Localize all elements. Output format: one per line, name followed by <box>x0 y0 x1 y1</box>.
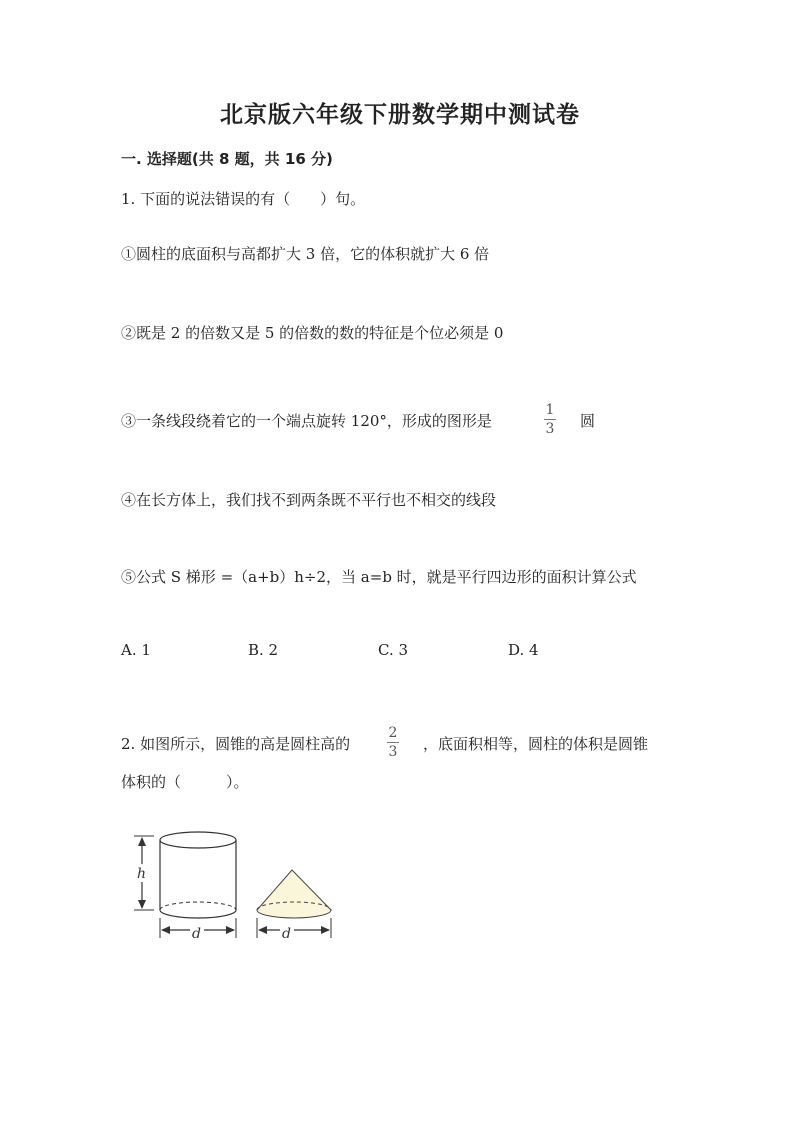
height-arrow-down <box>138 900 146 909</box>
height-label: h <box>137 866 147 882</box>
page-title: 北京版六年级下册数学期中测试卷 <box>220 102 580 128</box>
section-heading-choice: 一. 选择题(共 8 题，共 16 分) <box>121 150 333 168</box>
option-a[interactable]: A. 1 <box>121 641 151 659</box>
cone-diameter-label: d <box>282 926 291 942</box>
statement-3-text: ③一条线段绕着它的一个端点旋转 120°，形成的图形是 <box>121 412 492 430</box>
question-1-statement-4: ④在长方体上，我们找不到两条既不平行也不相交的线段 <box>121 491 497 509</box>
cylinder-diameter-label: d <box>192 926 201 942</box>
fraction-bar <box>387 742 399 743</box>
cylinder-top <box>160 832 236 848</box>
question-2-stem-continued: ，底面积相等，圆柱的体积是圆锥 <box>423 735 649 753</box>
cone-d-arrow-right <box>321 926 330 934</box>
cylinder-body <box>160 840 236 918</box>
question-2-stem: 2. 如图所示，圆锥的高是圆柱高的 <box>121 735 351 753</box>
question-1-statement-3 <box>121 410 492 431</box>
cyl-d-arrow-left <box>161 926 170 934</box>
cyl-d-arrow-right <box>226 926 235 934</box>
cylinder-cone-figure <box>128 826 338 946</box>
question-1-statement-2: ②既是 2 的倍数又是 5 的倍数的数的特征是个位必须是 0 <box>121 324 504 342</box>
fraction-denominator: 3 <box>388 744 398 760</box>
option-c[interactable]: C. 3 <box>378 641 409 659</box>
fraction-numerator: 2 <box>388 725 398 741</box>
fraction-two-thirds <box>385 726 401 759</box>
option-b[interactable]: B. 2 <box>248 641 279 659</box>
fraction-one-third <box>542 403 558 436</box>
fraction-denominator: 3 <box>545 421 555 437</box>
cylinder-base-hidden <box>160 902 236 910</box>
statement-3-suffix: 圆 <box>580 412 596 430</box>
fraction-bar <box>544 419 556 420</box>
question-1-stem: 1. 下面的说法错误的有（ ）句。 <box>121 190 366 208</box>
fraction-numerator: 1 <box>545 402 555 418</box>
cone-d-arrow-left <box>258 926 267 934</box>
option-d[interactable]: D. 4 <box>508 641 539 659</box>
height-arrow-up <box>138 837 146 846</box>
question-2-stem-line-2: 体积的（ ）。 <box>121 773 249 791</box>
question-1-statement-1: ①圆柱的底面积与高都扩大 3 倍，它的体积就扩大 6 倍 <box>121 245 490 263</box>
question-1-statement-5: ⑤公式 S 梯形 =（a+b）h÷2，当 a=b 时，就是平行四边形的面积计算公式 <box>121 568 637 586</box>
cone-body <box>257 870 331 918</box>
